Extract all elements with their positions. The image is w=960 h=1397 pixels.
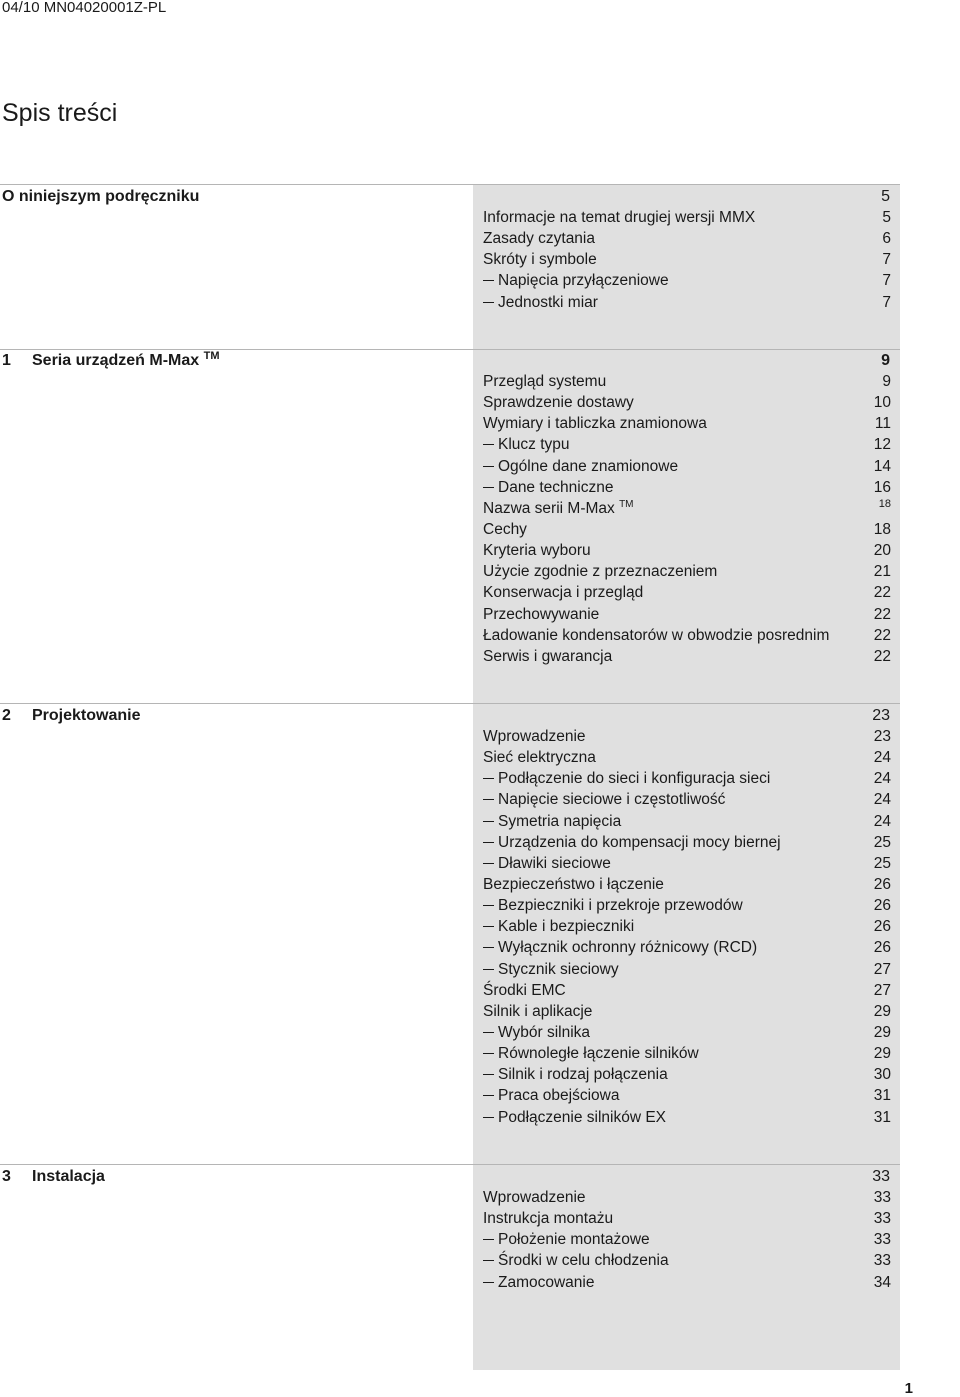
toc-entry-page: 16: [873, 478, 891, 496]
toc-entry-label: Wymiary i tabliczka znamionowa: [483, 415, 707, 433]
toc-entry-page: 22: [873, 584, 891, 602]
dash-bullet-icon: [483, 1095, 494, 1096]
section-title-text: O niniejszym podręczniku: [2, 188, 200, 205]
toc-entry[interactable]: [483, 413, 891, 434]
toc-entry-page: 25: [873, 833, 891, 851]
toc-entry-page: 9: [882, 373, 891, 390]
section-title-text: Seria urządzeń M-Max: [32, 352, 200, 369]
section-divider: [0, 184, 900, 185]
toc-entry-label: Sieć elektryczna: [483, 749, 596, 767]
toc-entry-page: 24: [873, 770, 891, 788]
toc-entry-page: 26: [873, 875, 891, 893]
toc-entry-page: 22: [873, 647, 891, 665]
toc-subentry[interactable]: [483, 270, 891, 291]
dash-bullet-icon: [483, 1239, 494, 1240]
toc-subentry[interactable]: [483, 959, 891, 980]
toc-entry-label: Symetria napięcia: [498, 812, 622, 830]
toc-subentry[interactable]: [483, 1272, 891, 1293]
toc-entry-page: 24: [873, 812, 891, 830]
toc-entry-page: 21: [873, 563, 891, 581]
toc-entry-page: 26: [873, 897, 891, 915]
toc-entry-label: Ogólne dane znamionowe: [498, 457, 679, 475]
toc-entry-label: Konserwacja i przegląd: [483, 584, 644, 602]
dash-bullet-icon: [483, 1260, 494, 1261]
toc-entry-page: 6: [882, 230, 891, 248]
toc-entry-label: Skróty i symbole: [483, 251, 597, 269]
toc-entry-label: Napięcie sieciowe i częstotliwość: [498, 791, 726, 809]
toc-entry-page: 7: [882, 293, 891, 311]
dash-bullet-icon: [483, 444, 494, 445]
toc-entry-label: Informacje na temat drugiej wersji MMX: [483, 209, 756, 226]
section-number: 1: [2, 352, 11, 369]
document-code: 04/10 MN04020001Z-PL: [2, 0, 167, 16]
toc-entry-label: Ładowanie kondensatorów w obwodzie posrednim: [483, 626, 830, 644]
toc-entry-page: 14: [873, 457, 891, 475]
toc-entry[interactable]: [483, 1187, 891, 1208]
toc-entry[interactable]: [483, 1208, 891, 1229]
toc-entry-page: 24: [873, 791, 891, 809]
toc-entry-label: Napięcia przyłączeniowe: [498, 272, 669, 290]
toc-entry-label: Użycie zgodnie z przeznaczeniem: [483, 563, 718, 581]
dash-bullet-icon: [483, 280, 494, 281]
toc-entry-page: 33: [873, 1231, 891, 1249]
section-title[interactable]: [2, 705, 140, 726]
toc-entry-label: Kable i bezpieczniki: [498, 918, 635, 936]
section-page: 33: [872, 1168, 890, 1185]
toc-entry-label: Przechowywanie: [483, 605, 600, 623]
toc-entry-label: Bezpieczeństwo i łączenie: [483, 875, 664, 893]
toc-subentry[interactable]: [483, 789, 891, 810]
toc-entry[interactable]: [483, 980, 891, 1001]
toc-subentry[interactable]: [483, 477, 891, 498]
page-title: Spis treści: [2, 99, 118, 127]
toc-entry[interactable]: [483, 747, 891, 768]
toc-entry-label: Bezpieczniki i przekroje przewodów: [498, 897, 743, 915]
dash-bullet-icon: [483, 926, 494, 927]
toc-entry[interactable]: [483, 498, 891, 519]
toc-entry[interactable]: [483, 249, 891, 270]
toc-subentry[interactable]: [483, 853, 891, 874]
section-page: 23: [872, 707, 890, 724]
toc-entry-label: Równoległe łączenie silników: [498, 1045, 699, 1063]
toc-entry-label: Jednostki miar: [498, 293, 598, 311]
toc-entry-page: 27: [873, 960, 891, 978]
dash-bullet-icon: [483, 778, 494, 779]
toc-entry-page: 25: [873, 854, 891, 872]
toc-entry-label: Środki EMC: [483, 981, 566, 999]
toc-entry-label: Wprowadzenie: [483, 1189, 586, 1206]
toc-entry[interactable]: [483, 519, 891, 540]
toc-entry-label: Podłączenie silników EX: [498, 1108, 667, 1126]
toc-subentry[interactable]: [483, 895, 891, 916]
toc-entry-page: 26: [873, 918, 891, 936]
toc-entry-list: [483, 371, 891, 667]
toc-entry[interactable]: [483, 371, 891, 392]
toc-entry-page: 30: [873, 1066, 891, 1084]
toc-entry-label: Instrukcja montażu: [483, 1210, 614, 1228]
section-title[interactable]: [2, 186, 199, 207]
toc-subentry[interactable]: [483, 1022, 891, 1043]
toc-entry-label: Praca obejściowa: [498, 1087, 620, 1105]
toc-subentry[interactable]: [483, 832, 891, 853]
dash-bullet-icon: [483, 487, 494, 488]
toc-subentry[interactable]: [483, 916, 891, 937]
toc-entry-label: Środki w celu chłodzenia: [498, 1252, 669, 1270]
toc-entry-page: 27: [873, 981, 891, 999]
toc-entry-label: Kryteria wyboru: [483, 542, 591, 560]
dash-bullet-icon: [483, 905, 494, 906]
dash-bullet-icon: [483, 1117, 494, 1118]
toc-entry-list: [483, 726, 891, 1128]
toc-entry[interactable]: [483, 1001, 891, 1022]
toc-entry-page: 23: [873, 728, 891, 745]
toc-entry-page: 5: [882, 209, 891, 226]
toc-entry[interactable]: [483, 604, 891, 625]
section-title[interactable]: [2, 350, 220, 371]
section-divider: [0, 1164, 900, 1165]
toc-entry-label: Zasady czytania: [483, 230, 595, 248]
page-number: 1: [904, 1380, 913, 1397]
toc-entry-list: [483, 207, 891, 313]
trademark-superscript: TM: [619, 498, 634, 510]
toc-entry-page: 22: [873, 605, 891, 623]
toc-entry-label: Stycznik sieciowy: [498, 960, 619, 978]
toc-entry-page: 33: [873, 1252, 891, 1270]
toc-entry-label: Przegląd systemu: [483, 373, 607, 390]
dash-bullet-icon: [483, 1053, 494, 1054]
toc-entry-page: 31: [873, 1108, 891, 1126]
toc-subentry[interactable]: [483, 1107, 891, 1128]
toc-subentry[interactable]: [483, 292, 891, 313]
section-page: 9: [881, 352, 890, 369]
toc-subentry[interactable]: [483, 1085, 891, 1106]
toc-entry-page: 29: [873, 1023, 891, 1041]
toc-subentry[interactable]: [483, 434, 891, 455]
toc-entry[interactable]: [483, 207, 891, 228]
dash-bullet-icon: [483, 1282, 494, 1283]
toc-entry-label: Podłączenie do sieci i konfiguracja sieci: [498, 770, 771, 788]
toc-entry-label: Dane techniczne: [498, 478, 614, 496]
toc-entry-page: 11: [874, 415, 891, 433]
dash-bullet-icon: [483, 1074, 494, 1075]
dash-bullet-icon: [483, 799, 494, 800]
toc-entry[interactable]: [483, 228, 891, 249]
toc-entry-label: Wprowadzenie: [483, 728, 586, 745]
toc-entry-page: 7: [882, 251, 891, 269]
section-title[interactable]: [2, 1166, 105, 1187]
section-number: 2: [2, 707, 11, 724]
toc-entry[interactable]: [483, 874, 891, 895]
toc-entry-page: 18: [873, 520, 891, 538]
toc-entry-page: 10: [873, 394, 891, 412]
dash-bullet-icon: [483, 842, 494, 843]
dash-bullet-icon: [483, 863, 494, 864]
toc-entry[interactable]: [483, 561, 891, 582]
toc-entry-page: 26: [873, 939, 891, 957]
toc-entry-label: Położenie montażowe: [498, 1231, 650, 1249]
toc-entry-label: Klucz typu: [498, 436, 570, 454]
toc-entry[interactable]: [483, 625, 891, 646]
toc-entry-label: Serwis i gwarancja: [483, 647, 613, 665]
toc-subentry[interactable]: [483, 811, 891, 832]
toc-entry[interactable]: [483, 646, 891, 667]
toc-entry-page: 22: [873, 626, 891, 644]
toc-entry-label: Sprawdzenie dostawy: [483, 394, 634, 412]
toc-entry-page: 29: [873, 1002, 891, 1020]
dash-bullet-icon: [483, 466, 494, 467]
toc-subentry[interactable]: [483, 456, 891, 477]
toc-entry-page: 24: [873, 749, 891, 767]
toc-entry-page: 18: [878, 497, 891, 510]
toc-subentry[interactable]: [483, 1250, 891, 1271]
toc-entry-label: Cechy: [483, 520, 527, 538]
toc-entry-label: Zamocowanie: [498, 1273, 595, 1291]
toc-entry-page: 29: [873, 1045, 891, 1063]
toc-entry[interactable]: [483, 726, 891, 747]
toc-entry-label: Urządzenia do kompensacji mocy biernej: [498, 833, 781, 851]
section-divider: [0, 703, 900, 704]
toc-entry-page: 7: [882, 272, 891, 290]
toc-entry-page: 20: [873, 542, 891, 560]
toc-subentry[interactable]: [483, 937, 891, 958]
section-title-text: Instalacja: [32, 1168, 105, 1185]
toc-entry-page: 33: [873, 1210, 891, 1228]
dash-bullet-icon: [483, 947, 494, 948]
toc-entry-label: Silnik i rodzaj połączenia: [498, 1066, 668, 1084]
toc-entry-page: 33: [873, 1189, 891, 1206]
toc-entry-label: Nazwa serii M-Max ™: [483, 498, 634, 517]
toc-entry-page: 34: [873, 1273, 891, 1291]
dash-bullet-icon: [483, 821, 494, 822]
toc-entry[interactable]: [483, 582, 891, 603]
toc-subentry[interactable]: [483, 1229, 891, 1250]
dash-bullet-icon: [483, 969, 494, 970]
toc-entry-label: Wyłącznik ochronny różnicowy (RCD): [498, 939, 758, 957]
toc-subentry[interactable]: [483, 1064, 891, 1085]
toc-subentry[interactable]: [483, 1043, 891, 1064]
dash-bullet-icon: [483, 1032, 494, 1033]
toc-entry-label: Dławiki sieciowe: [498, 854, 611, 872]
trademark-superscript: TM: [203, 350, 220, 362]
toc-entry-list: [483, 1187, 891, 1293]
toc-entry-label: Silnik i aplikacje: [483, 1002, 593, 1020]
toc-entry[interactable]: [483, 540, 891, 561]
toc-entry-label: Wybór silnika: [498, 1023, 591, 1041]
section-title-text: Projektowanie: [32, 707, 141, 724]
toc-subentry[interactable]: [483, 768, 891, 789]
toc-entry[interactable]: [483, 392, 891, 413]
section-number: 3: [2, 1168, 11, 1185]
toc-entry-page: 12: [873, 436, 891, 454]
dash-bullet-icon: [483, 302, 494, 303]
toc-entry-page: 31: [873, 1087, 891, 1105]
section-page: 5: [881, 188, 890, 205]
